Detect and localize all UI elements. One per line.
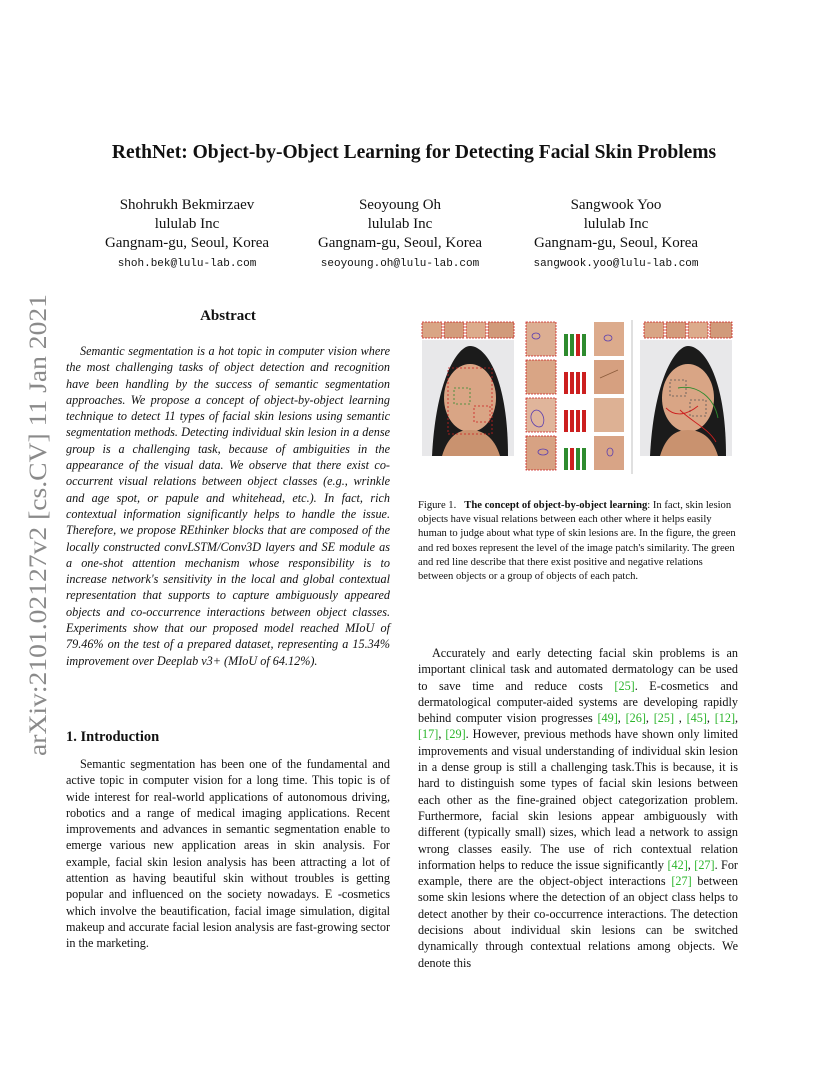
citation-link[interactable]: [27] <box>671 874 692 889</box>
citation-link[interactable]: [45] <box>686 711 707 726</box>
body-text: , <box>645 711 654 726</box>
body-text: Accurately and early detecting facial skin problems is an important clinical task and automated dermatology can be used to save time and reduce costs <box>418 646 738 693</box>
similarity-bars <box>564 334 586 470</box>
abstract-text: Semantic segmentation is a hot topic in computer vision where the most challenging tasks of object detection and recognition have been handling by the success of semantic segmentation approaches. We propose a concept of object-by-object learning technique to detect 11 types of facial skin lesions using semantic segmentation methods. Detecting individual skin lesion in a dense group is a challenging task, because of ambiguities in the appearance of the visual data. We observe that there exist co-occurrent visual relations between object classes (e.g., wrinkle and age spot, or papule and whitehead, etc.). In fact, rich contextual information significantly helps to handle the issue. Therefore, we propose REthinker blocks that are composed of the locally constructed convLSTM/Conv3D layers and SE module as a one-shot attention mechanism whose responsibility is to increase network's sensitivity in the local and global contextual representation that supports to capture ambiguously appeared objects and co-occurrence interactions between object classes. Experiments show that our proposed model reached MIoU of 79.46% on the test of a prepared dataset, representing a 15.34% improvement over Deeplab v3+ (MIoU of 64.12%). <box>66 344 390 668</box>
body-text: . For example, there are the object-object interactions <box>418 857 738 889</box>
author-location: Gangnam-gu, Seoul, Korea <box>317 235 483 251</box>
face-photo-left <box>422 340 514 456</box>
body-text: , <box>706 711 715 726</box>
citation-link[interactable]: [29] <box>445 727 466 742</box>
skin-patch <box>594 322 624 470</box>
figure-1-image <box>418 318 738 476</box>
author-block <box>67 196 307 274</box>
citation-link[interactable]: [25] <box>653 711 675 726</box>
arxiv-id: arXiv:2101.02127v2 [cs.CV] 11 Jan 2021 <box>25 337 52 756</box>
author-block <box>280 196 520 274</box>
body-text: , <box>674 711 687 726</box>
figure-1-caption <box>418 499 738 584</box>
face-photo-right <box>640 324 732 456</box>
paper-title: RethNet: Object-by-Object Learning for Detecting Facial Skin Problems <box>111 142 717 163</box>
citation-link[interactable]: [26] <box>625 711 646 726</box>
figure-caption-bold: The concept of object-by-object learning <box>464 500 648 511</box>
citation-link[interactable]: [12] <box>714 711 736 726</box>
citation-link[interactable]: [49] <box>597 711 618 726</box>
citation-link[interactable]: [42] <box>667 857 688 872</box>
body-text: , <box>438 727 446 742</box>
citation-link[interactable]: [17] <box>418 727 439 742</box>
author-affiliation: lululab Inc <box>154 216 220 232</box>
author-email: shoh.bek@lulu-lab.com <box>117 258 257 270</box>
author-email: sangwook.yoo@lulu-lab.com <box>533 258 699 270</box>
skin-patch <box>422 322 514 338</box>
skin-patch <box>644 322 732 338</box>
citation-link[interactable]: [25] <box>614 678 635 693</box>
citation-link[interactable]: [27] <box>694 857 715 872</box>
author-name: Seoyoung Oh <box>358 197 442 213</box>
author-location: Gangnam-gu, Seoul, Korea <box>104 235 270 251</box>
right-column-text <box>418 645 738 971</box>
arxiv-sidebar-stamp <box>22 290 54 760</box>
body-text: . However, previous methods have shown only limited improvements and visual understanding of individual skin lesion in a dense group is still a challenging task.This is because, it is hard to distinguish some types of facial skin lesions between each other as the fine-grained object categorization problem. Furthermore, facial skin lesions appear ambiguously with different (typically small) sizes, which lead a network to assign wrong classes easily. The use of rich contextual relation information helps to reduce the issue significantly <box>418 727 738 872</box>
body-text: . E-cosmetics and dermatological computer-aided systems are developing rapidly behind computer vision progresses <box>418 678 738 726</box>
author-affiliation: lululab Inc <box>367 216 433 232</box>
skin-patch <box>526 322 556 470</box>
introduction-text: Semantic segmentation has been one of the fundamental and active topic in computer vision for a long time. This topic is of wide interest for real-world applications of autonomous driving, robotics and a range of medical imaging applications. Recent improvements and advances in semantic segmentation enable to emerge various new application areas in skin analysis. For example, facial skin lesion analysis has been attracting a lot of attention as having beautiful skin without troubles is getting popular and influenced on the society nowadays. E -cosmetics which involve the beautification, facial image simulation, digital makeup and accurate facial lesion analysis are fast-growing sector in the marketing. <box>66 757 390 951</box>
author-name: Sangwook Yoo <box>570 197 662 213</box>
body-text: , <box>735 711 739 726</box>
author-name: Shohrukh Bekmirzaev <box>119 197 255 213</box>
author-location: Gangnam-gu, Seoul, Korea <box>533 235 699 251</box>
body-text: , <box>617 711 626 726</box>
section-heading-introduction: 1. Introduction <box>66 729 160 745</box>
figure-label: Figure 1. <box>418 500 457 511</box>
body-text: between some skin lesions where the detection of an object class helps to detect another by their co-occurrence interactions. The detection decisions about individual skin lesions can be switched dynamically through contextual relations among objects. We denote this <box>418 874 738 970</box>
abstract-heading: Abstract <box>200 308 256 324</box>
body-text: , <box>687 857 695 872</box>
author-block <box>496 196 736 274</box>
figure-caption-text: : In fact, skin lesion objects have visual relations between each other where it helps easily human to judge about what type of skin lesions are. In the figure, the green and red boxes represent the level of the image patch's similarity. The green and red line describe that there exist positive and negative relations between objects or a group of objects of each patch. <box>418 500 736 583</box>
author-email: seoyoung.oh@lulu-lab.com <box>320 258 480 270</box>
author-affiliation: lululab Inc <box>583 216 649 232</box>
